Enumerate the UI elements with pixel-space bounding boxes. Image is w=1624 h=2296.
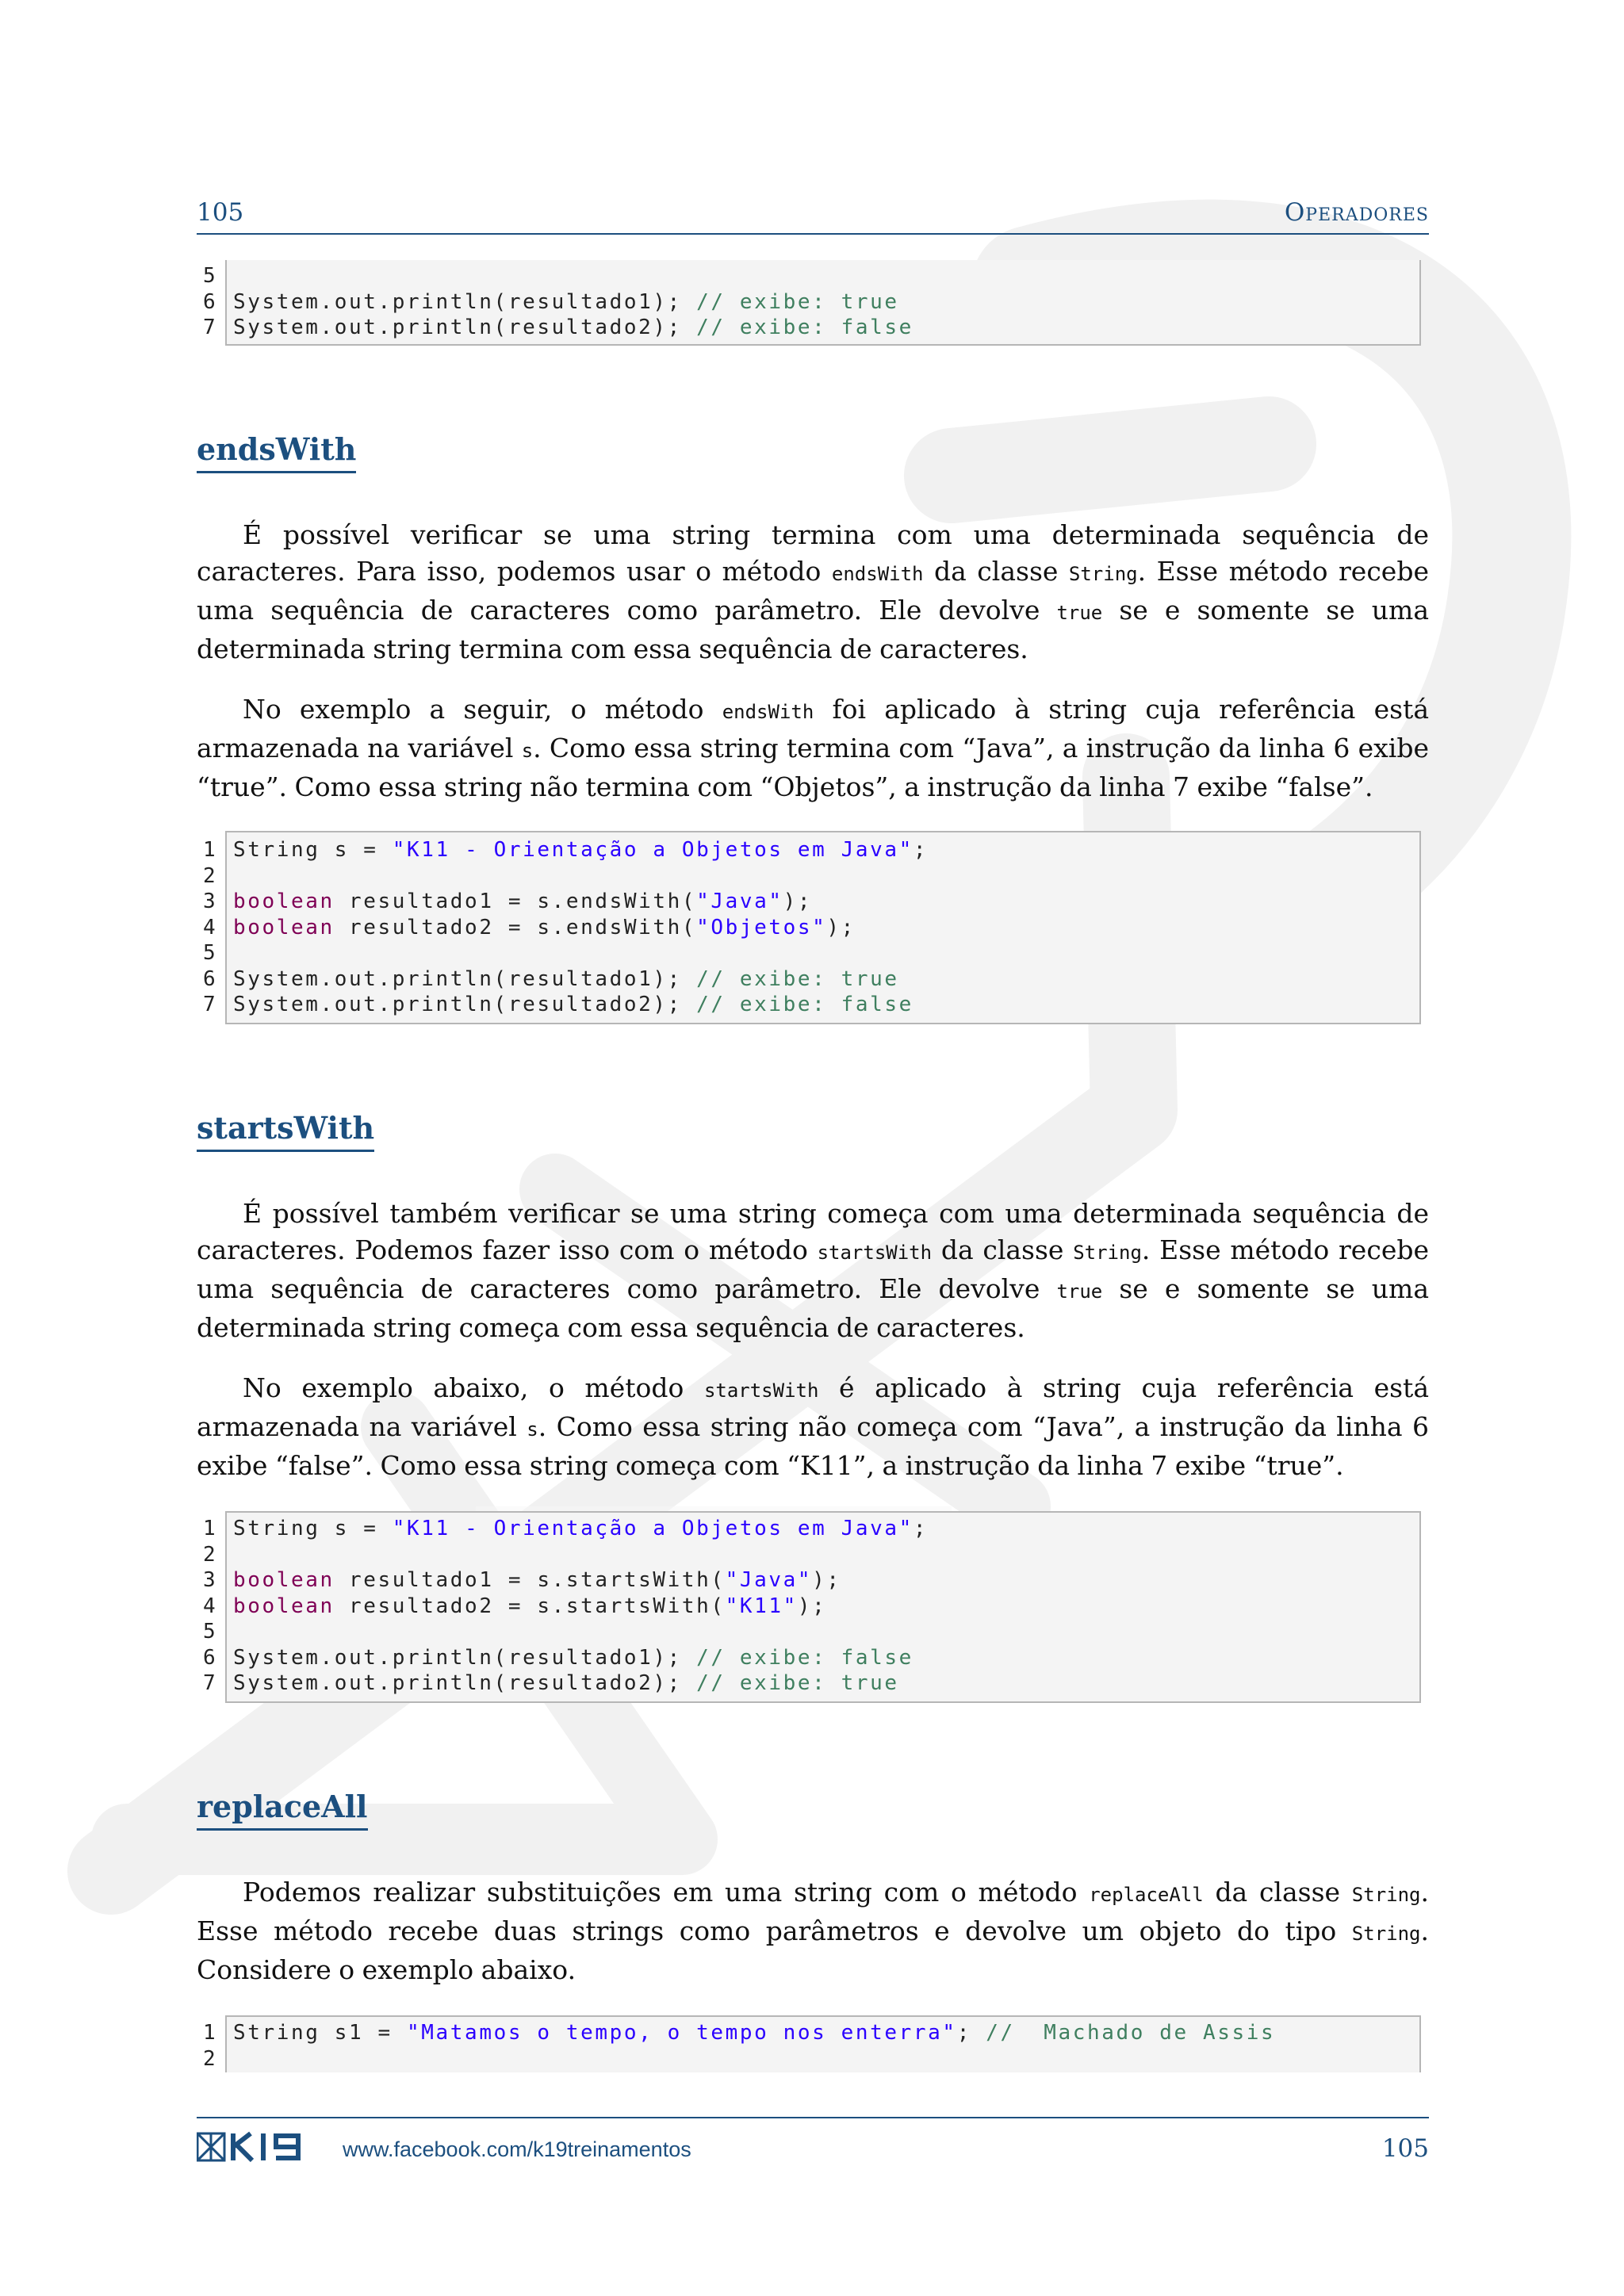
code-token-plain: String s = [233,838,393,862]
inline-code: String [1068,563,1138,585]
text-run: . Esse método recebe uma sequência de caracteres como parâmetro. Ele devolve [197,1234,1430,1304]
code-token-str: "K11" [725,1594,798,1618]
text-run: da classe [1203,1877,1352,1908]
inline-code: startsWith [703,1380,819,1402]
code-block-continued [197,260,1421,346]
code-text [233,289,899,315]
code-token-plain: ; [913,1517,929,1540]
text-run: da classe [923,556,1069,587]
code-text [233,1645,914,1670]
chapter-title: Operadores [1284,198,1429,227]
code-token-kw: boolean [233,1568,335,1592]
line-number: 7 [203,993,216,1016]
text-run: se e somente se uma determinada string termina com essa sequência de caracteres. [197,595,1430,664]
line-number: 6 [203,1645,216,1670]
code-token-plain: System.out.println(resultado2); [233,316,697,339]
text-run: se e somente se uma determinada string começa com essa sequência de caracteres. [197,1273,1430,1343]
code-block-startswith [197,1511,1421,1703]
code-line [197,2046,1421,2072]
code-token-plain: System.out.println(resultado2); [233,993,697,1016]
text-run: . Considere o exemplo abaixo. [197,1915,1429,1985]
text-run: . Como essa string não começa com “Java”, a instrução da linha 6 exibe “false”. Como essa string começa com “K11”, a instrução da linha 7 exibe “true”. [197,1411,1429,1481]
code-text [233,915,856,940]
inline-code: replaceAll [1089,1884,1204,1906]
line-number: 2 [203,2046,216,2071]
code-token-plain: System.out.println(resultado1); [233,1645,697,1670]
page-footer [197,2117,1429,2175]
line-number: 7 [203,316,216,339]
code-token-plain: ; [913,838,929,862]
code-token-str: "Java" [696,890,783,913]
line-number: 4 [203,1594,216,1618]
inline-code: String [1351,1923,1421,1945]
text-run: No exemplo a seguir, o método [243,694,722,725]
k19-logo [197,2131,320,2163]
code-token-plain: System.out.println(resultado1); [233,289,697,314]
footer-page-number: 105 [1381,2134,1429,2163]
code-token-kw: boolean [233,1594,335,1618]
code-token-com: // exibe: true [696,1671,899,1695]
code-token-plain: resultado2 = s.startsWith( [334,1594,726,1618]
code-line [197,837,1421,863]
code-block-endswith [197,831,1421,1024]
code-token-str: "K11 - Orientação a Objetos em Java" [392,1517,914,1540]
code-token-com: // Machado de Assis [986,2021,1276,2045]
code-token-com: // exibe: true [696,289,899,314]
code-token-plain: resultado1 = s.endsWith( [334,890,697,913]
line-number: 5 [203,264,216,288]
text-run: No exemplo abaixo, o método [243,1372,704,1403]
inline-code: s [527,1418,538,1441]
code-line [197,1645,1421,1670]
paragraph [197,517,1429,668]
code-line [197,263,1421,289]
code-token-plain: ); [797,1594,827,1618]
code-text [233,2020,1275,2045]
text-run: é aplicado à string cuja referência está armazenada na variável [197,1372,1429,1442]
code-line [197,889,1421,914]
code-token-str: "Objetos" [696,915,827,939]
line-number: 7 [203,1671,216,1695]
code-token-str: "Java" [725,1568,813,1592]
code-token-plain: resultado1 = s.startsWith( [334,1568,726,1592]
code-line [197,1542,1421,1567]
code-text [233,1567,841,1593]
section-title-endswith: endsWith [197,430,356,473]
line-number: 1 [203,2021,216,2045]
code-token-plain: String s1 = [233,2021,408,2045]
code-line [197,2020,1421,2045]
code-text [233,837,928,863]
text-run: foi aplicado à string cuja referência está armazenada na variável [197,694,1429,763]
code-text [233,966,899,992]
code-token-plain: ); [783,890,813,913]
code-token-plain: ; [956,2021,986,2045]
line-number: 2 [203,863,216,888]
code-token-com: // exibe: true [696,966,899,991]
code-token-com: // exibe: false [696,993,914,1016]
code-line [197,289,1421,315]
inline-code: true [1056,1280,1103,1303]
code-token-str: "K11 - Orientação a Objetos em Java" [392,838,914,862]
code-token-plain: System.out.println(resultado1); [233,966,697,991]
line-number: 1 [203,1517,216,1540]
code-token-plain: ); [812,1568,841,1592]
text-run: da classe [932,1234,1074,1265]
code-line [197,315,1421,340]
paragraph [197,1874,1429,1988]
code-text [233,992,914,1017]
code-line [197,1594,1421,1619]
line-number: 3 [203,1568,216,1592]
code-token-kw: boolean [233,915,335,939]
line-number: 6 [203,289,216,314]
code-line [197,915,1421,940]
paragraph [197,1196,1429,1346]
header-page-number: 105 [197,198,244,227]
text-run: . Como essa string termina com “Java”, a instrução da linha 6 exibe “true”. Como essa string não termina com “Objetos”, a instrução da linha 7 exibe “false”. [197,733,1429,802]
code-token-plain: ); [826,915,856,939]
line-number: 5 [203,1620,216,1644]
code-token-com: // exibe: false [696,1645,914,1670]
code-line [197,940,1421,966]
inline-code: s [521,740,534,762]
text-run: . Esse método recebe duas strings como parâmetros e devolve um objeto do tipo [197,1877,1429,1946]
paragraph [197,1370,1429,1484]
section-title-startswith: startsWith [197,1108,374,1152]
code-token-plain: String s = [233,1517,393,1540]
code-text [233,315,914,340]
code-text [233,1670,899,1696]
page-header [197,197,1429,235]
line-number: 5 [203,941,216,965]
line-number: 3 [203,890,216,913]
code-line [197,1670,1421,1696]
code-token-plain: resultado2 = s.endsWith( [334,915,697,939]
inline-code: startsWith [817,1242,933,1264]
code-line [197,966,1421,992]
code-token-plain: System.out.println(resultado2); [233,1671,697,1695]
line-number: 4 [203,915,216,939]
code-line [197,1619,1421,1644]
line-number: 1 [203,838,216,862]
text-run: Podemos realizar substituições em uma string com o método [243,1877,1090,1908]
code-line [197,992,1421,1017]
code-token-com: // exibe: false [696,316,914,339]
code-token-str: "Matamos o tempo, o tempo nos enterra" [407,2021,957,2045]
line-number: 6 [203,966,216,991]
code-block-replaceall [197,2015,1421,2072]
code-line [197,1516,1421,1541]
text-run: É possível verificar se uma string termina com uma determinada sequência de caracteres. Para isso, podemos usar o método [197,519,1429,587]
section-title-replaceall: replaceAll [197,1787,368,1831]
inline-code: endsWith [722,701,814,723]
code-line [197,863,1421,889]
text-run: . Esse método recebe uma sequência de caracteres como parâmetro. Ele devolve [197,556,1429,626]
inline-code: String [1073,1242,1142,1264]
code-token-kw: boolean [233,890,335,913]
text-run: É possível também verificar se uma string começa com uma determinada sequência de caracteres. Podemos fazer isso com o método [197,1198,1429,1265]
line-number: 2 [203,1542,216,1567]
inline-code: String [1351,1884,1421,1906]
paragraph [197,691,1429,806]
code-text [233,889,812,914]
inline-code: true [1056,602,1103,624]
code-line [197,1567,1421,1593]
code-text [233,1594,826,1619]
footer-url[interactable]: www.facebook.com/k19treinamentos [343,2137,691,2161]
inline-code: endsWith [831,563,924,585]
code-text [233,1516,928,1541]
